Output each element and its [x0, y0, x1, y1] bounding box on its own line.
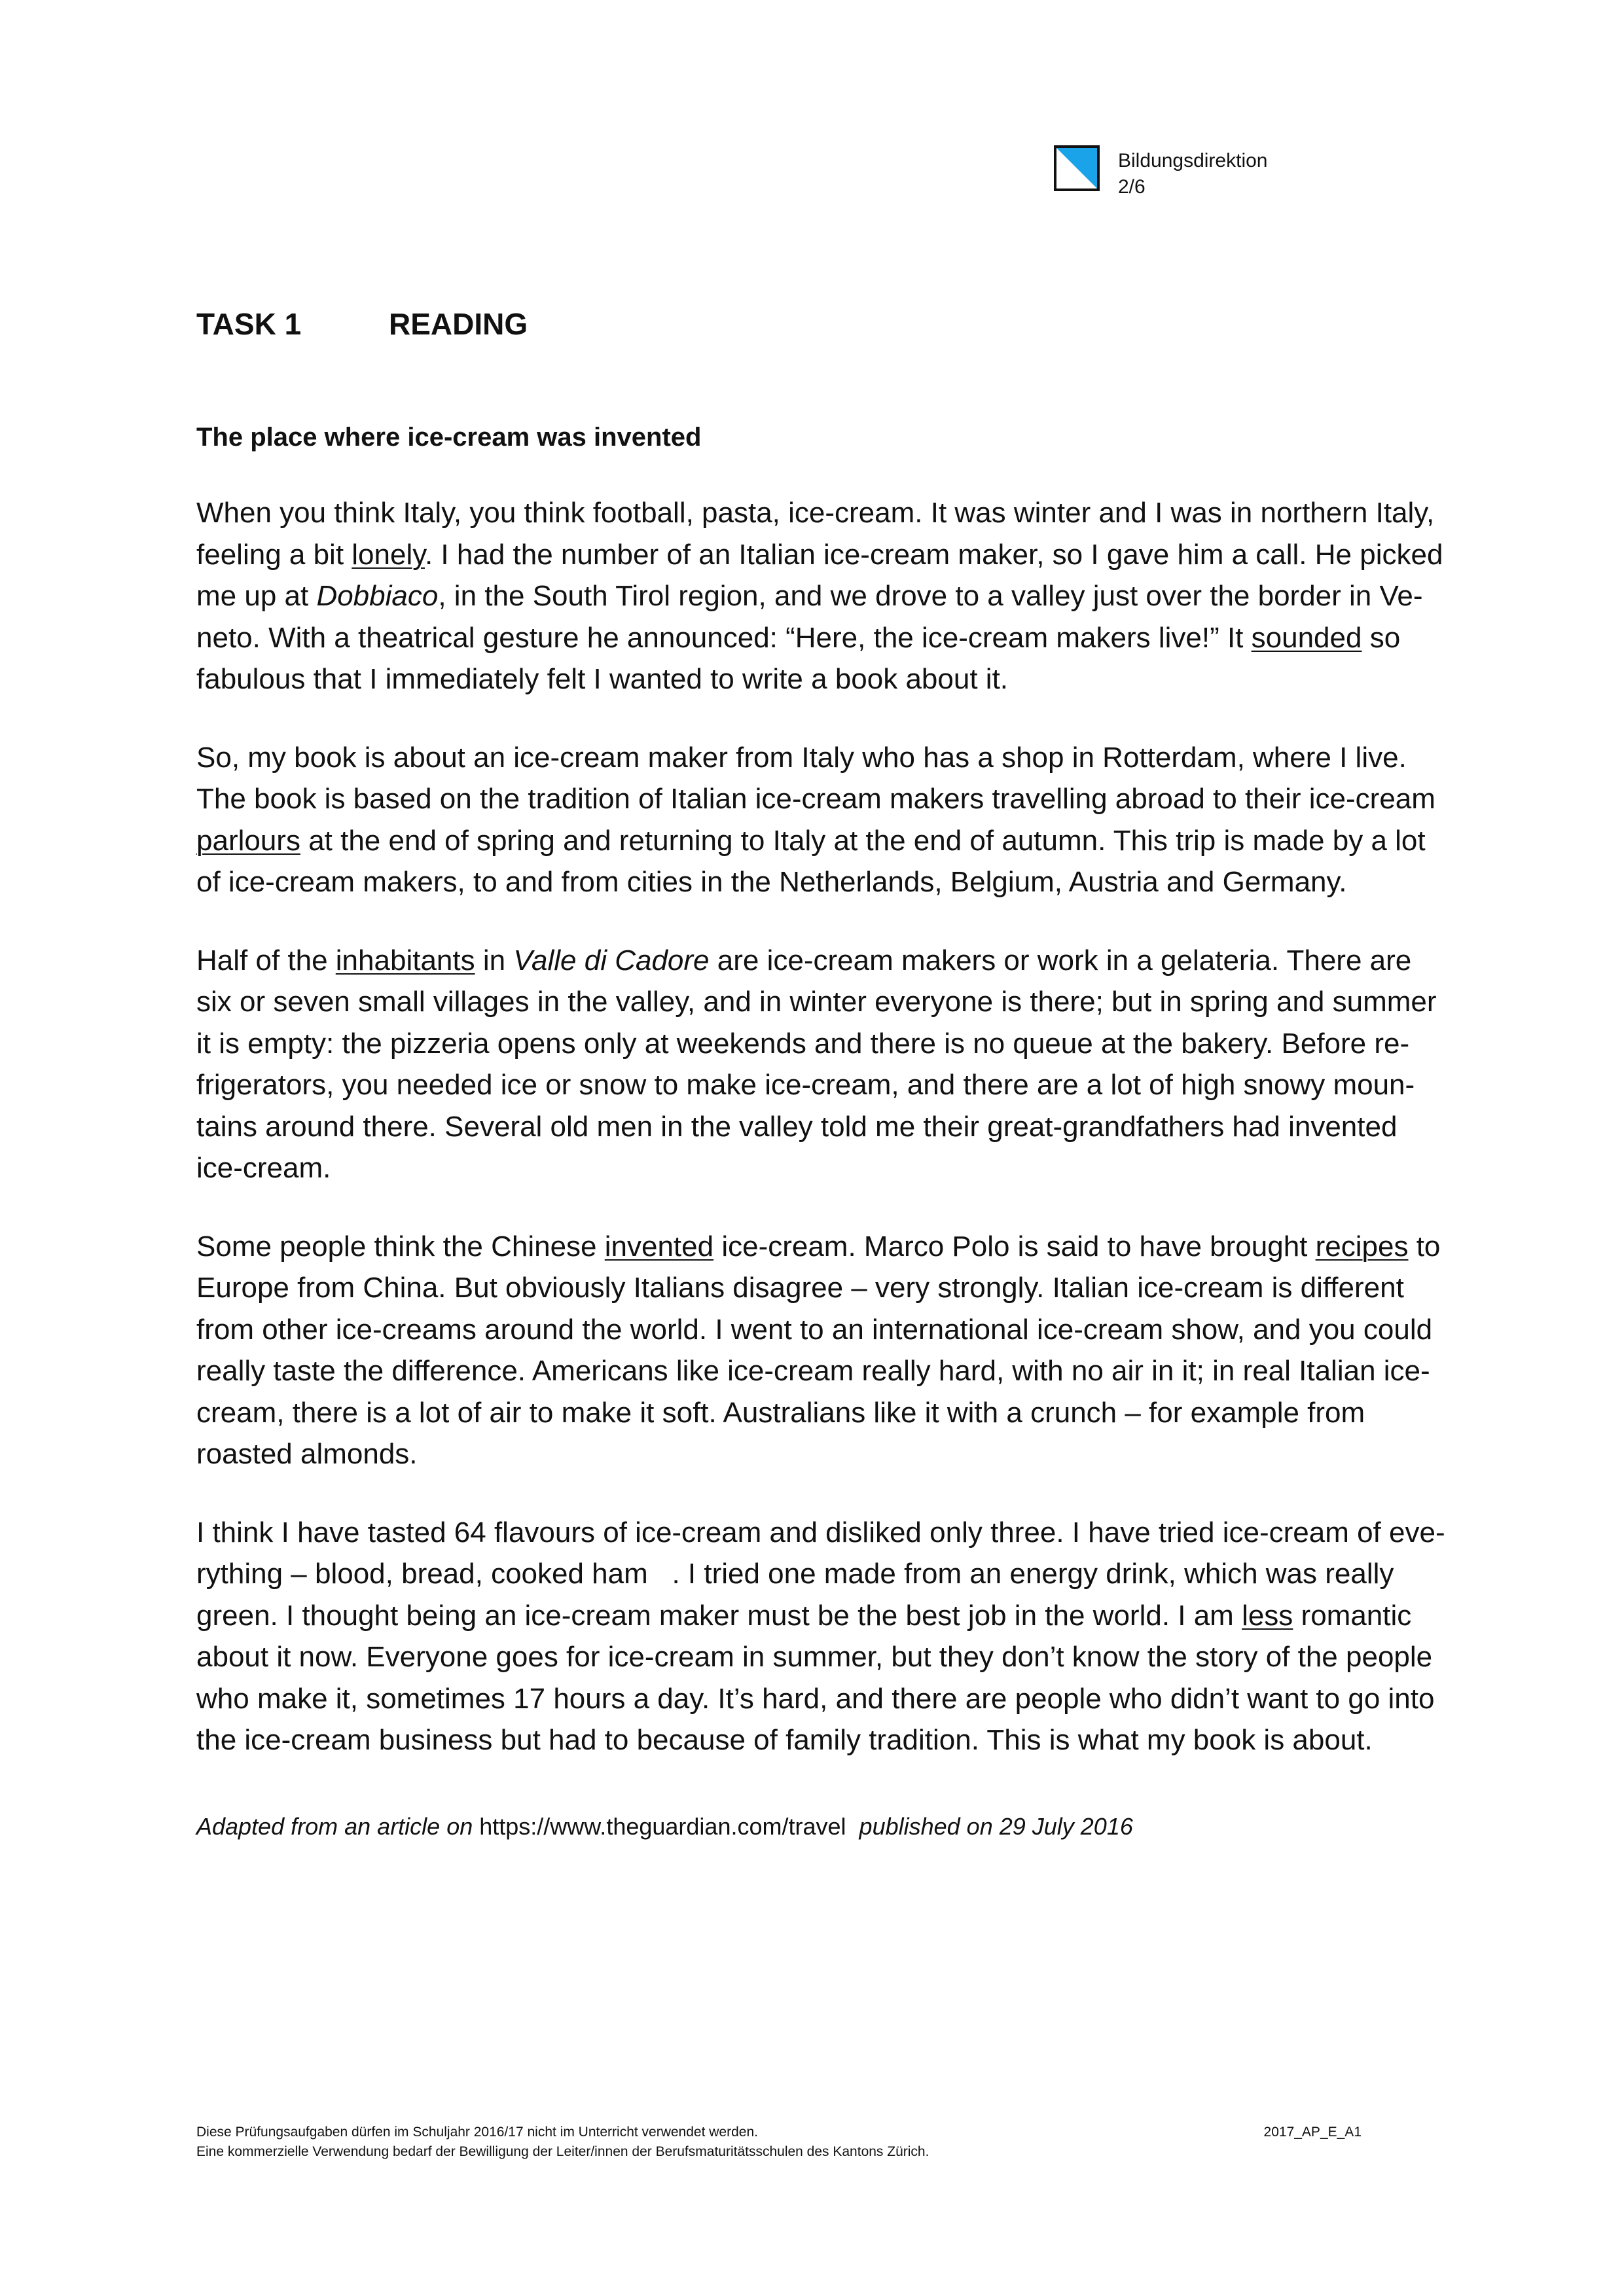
organization-name: Bildungsdirektion [1118, 150, 1268, 171]
text-segment: . I had the number of an Italian ice-cream maker, so I gave him a call. He picked [424, 538, 1443, 571]
text-line [196, 1106, 1512, 1148]
task-label: TASK 1 [196, 307, 302, 341]
text-segment: romantic [1293, 1599, 1412, 1632]
text-line [196, 861, 1512, 903]
footer-license: Eine kommerzielle Verwendung bedarf der Bewilligung der Leiter/innen der Berufsmaturitätsschulen des Kantons Zürich. [196, 2144, 929, 2159]
text-line [196, 1023, 1512, 1065]
text-line [196, 1553, 1512, 1595]
text-segment: green. I thought being an ice-cream maker must be the best job in the world. I am [196, 1599, 1242, 1632]
text-segment: roasted almonds. [196, 1438, 418, 1470]
text-line [196, 658, 1512, 700]
text-segment: When you think Italy, you think football, pasta, ice-cream. It was winter and I was in northern Italy, [196, 497, 1435, 529]
text-line [196, 1595, 1512, 1637]
text-segment: Europe from China. But obviously Italians disagree – very strongly. Italian ice-cream is different [196, 1272, 1404, 1304]
text-segment: neto. With a theatrical gesture he announced: “Here, the ice-cream makers live!” It [196, 621, 1252, 654]
text-segment: really taste the difference. Americans like ice-cream really hard, with no air in it; in real Italian ice- [196, 1355, 1430, 1387]
text-line [196, 1350, 1512, 1392]
canton-zurich-logo-icon [1054, 145, 1100, 191]
text-line [196, 1064, 1512, 1106]
vocabulary-word: lonely [352, 538, 425, 571]
text-segment: Half of the [196, 944, 336, 977]
vocabulary-word: inhabitants [335, 944, 475, 977]
place-name: Dobbiaco [316, 580, 439, 612]
text-segment: The book is based on the tradition of Italian ice-cream makers travelling abroad to their ice-cream [196, 783, 1435, 815]
source-prefix: Adapted from an article on [196, 1813, 480, 1840]
text-line [196, 1678, 1512, 1720]
page-footer [196, 2123, 1362, 2162]
text-segment: in [475, 944, 514, 977]
page-number: 2/6 [1118, 176, 1146, 198]
text-line [196, 1147, 1512, 1189]
text-segment: from other ice-creams around the world. I went to an international ice-cream show, and you could [196, 1313, 1433, 1346]
text-line [196, 1719, 1512, 1761]
text-segment: So, my book is about an ice-cream maker from Italy who has a shop in Rotterdam, where I live. [196, 741, 1407, 774]
page-header [1054, 145, 1267, 200]
text-segment: Some people think the Chinese [196, 1230, 605, 1263]
vocabulary-word: parlours [196, 824, 300, 857]
text-segment: cream, there is a lot of air to make it soft. Australians like it with a crunch – for example from [196, 1396, 1365, 1429]
text-line [196, 575, 1512, 617]
text-segment: , in the South Tirol region, and we drove to a valley just over the border in Ve- [438, 580, 1423, 612]
task-name: READING [389, 307, 528, 341]
vocabulary-word: sounded [1251, 621, 1362, 654]
text-segment: rything – blood, bread, cooked ham . I tried one made from an energy drink, which was really [196, 1558, 1394, 1590]
text-segment: of ice-cream makers, to and from cities in the Netherlands, Belgium, Austria and Germany. [196, 866, 1347, 898]
text-line [196, 981, 1512, 1023]
article-body [196, 492, 1512, 1798]
place-name: Valle di Cadore [513, 944, 710, 977]
footer-notice: Diese Prüfungsaufgaben dürfen im Schuljahr 2016/17 nicht im Unterricht verwendet werden. [196, 2125, 758, 2140]
article-title: The place where ice-cream was invented [196, 423, 702, 452]
text-line [196, 737, 1512, 779]
source-citation [196, 1813, 1133, 1840]
text-segment: ice-cream. Marco Polo is said to have brought [713, 1230, 1316, 1263]
text-line [196, 534, 1512, 576]
vocabulary-word: recipes [1315, 1230, 1409, 1263]
text-segment: who make it, sometimes 17 hours a day. It’s hard, and there are people who didn’t want to go into [196, 1682, 1435, 1715]
text-line [196, 1433, 1512, 1475]
text-segment: to [1408, 1230, 1441, 1263]
text-segment: six or seven small villages in the valley, and in winter everyone is there; but in spring and summer [196, 986, 1437, 1018]
paragraph [196, 940, 1512, 1189]
text-line [196, 1392, 1512, 1434]
text-line [196, 1267, 1512, 1309]
text-segment: the ice-cream business but had to because of family tradition. This is what my book is about. [196, 1724, 1373, 1756]
text-line [196, 492, 1512, 534]
paragraph [196, 492, 1512, 700]
text-line [196, 617, 1512, 659]
text-line [196, 778, 1512, 820]
text-line [196, 1309, 1512, 1351]
text-segment: feeling a bit [196, 538, 352, 571]
task-heading [196, 306, 528, 342]
text-segment: are ice-cream makers or work in a gelateria. There are [709, 944, 1412, 977]
header-text [1118, 148, 1267, 200]
document-code: 2017_AP_E_A1 [1263, 2125, 1362, 2140]
text-line [196, 1226, 1512, 1268]
text-segment: so [1362, 621, 1401, 654]
paragraph [196, 1226, 1512, 1475]
vocabulary-word: less [1242, 1599, 1293, 1632]
source-url: https://www.theguardian.com/travel [479, 1813, 846, 1840]
source-date: published on 29 July 2016 [859, 1813, 1133, 1840]
text-line [196, 940, 1512, 982]
text-segment: ice-cream. [196, 1152, 331, 1184]
text-segment: me up at [196, 580, 317, 612]
paragraph [196, 737, 1512, 903]
text-line [196, 820, 1512, 862]
text-segment: I think I have tasted 64 flavours of ice-cream and disliked only three. I have tried ice-cream of eve- [196, 1516, 1445, 1549]
text-segment: it is empty: the pizzeria opens only at weekends and there is no queue at the bakery. Before re- [196, 1027, 1410, 1060]
text-line [196, 1636, 1512, 1678]
text-segment: about it now. Everyone goes for ice-cream in summer, but they don’t know the story of the people [196, 1641, 1433, 1673]
text-segment: tains around there. Several old men in the valley told me their great-grandfathers had invented [196, 1110, 1398, 1143]
text-segment: fabulous that I immediately felt I wanted to write a book about it. [196, 663, 1009, 695]
text-line [196, 1512, 1512, 1554]
text-segment: frigerators, you needed ice or snow to make ice-cream, and there are a lot of high snowy moun- [196, 1069, 1415, 1101]
paragraph [196, 1512, 1512, 1761]
text-segment: at the end of spring and returning to Italy at the end of autumn. This trip is made by a lot [300, 824, 1426, 857]
vocabulary-word: invented [604, 1230, 714, 1263]
